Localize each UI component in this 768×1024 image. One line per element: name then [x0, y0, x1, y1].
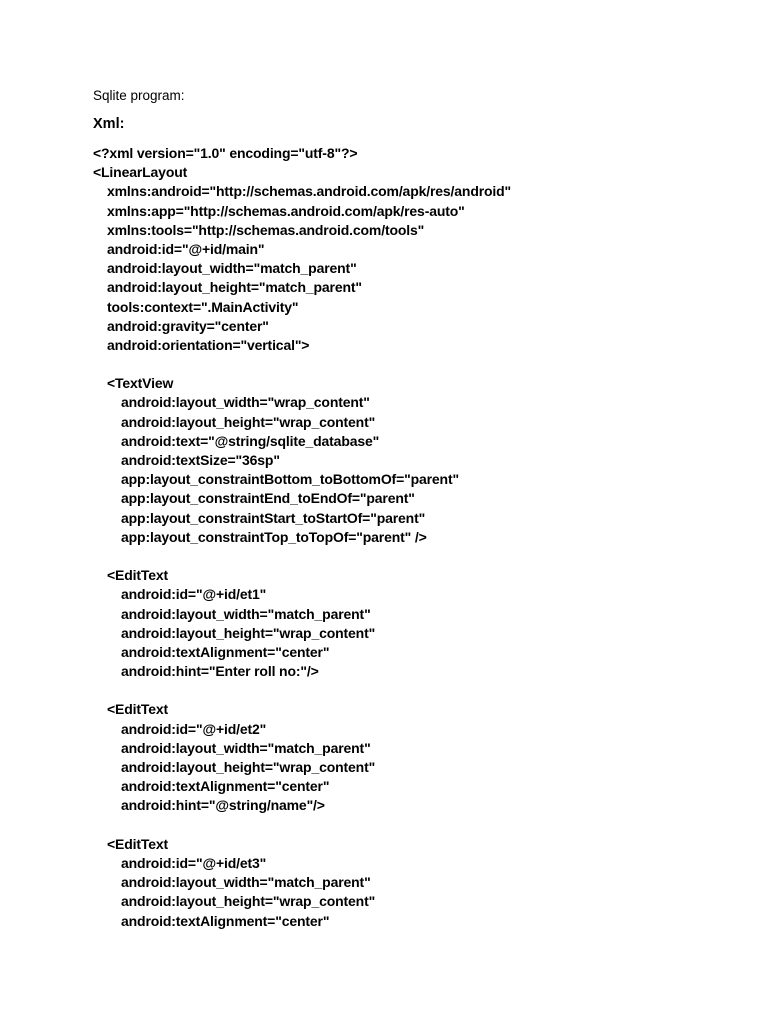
code-line: android:layout_width="match_parent": [107, 260, 357, 277]
code-line: xmlns:app="http://schemas.android.com/apk/res-auto": [107, 202, 465, 219]
code-line: android:id="@+id/et2": [121, 720, 267, 737]
code-line: app:layout_constraintStart_toStartOf="parent": [121, 509, 426, 526]
intro-text: Sqlite program:: [93, 88, 185, 103]
code-line: android:layout_height="wrap_content": [121, 624, 376, 641]
blank-line: [93, 547, 511, 566]
code-line: android:layout_width="match_parent": [121, 874, 371, 891]
code-line: <LinearLayout: [93, 164, 188, 181]
code-line: android:gravity="center": [107, 317, 269, 334]
code-line: android:hint="@string/name"/>: [121, 797, 325, 814]
code-line: <EditText: [107, 701, 169, 718]
code-line: android:id="@+id/et1": [121, 586, 267, 603]
code-line: android:hint="Enter roll no:"/>: [121, 663, 319, 680]
code-line: app:layout_constraintTop_toTopOf="parent" />: [121, 528, 427, 545]
code-line: xmlns:tools="http://schemas.android.com/tools": [107, 221, 425, 238]
code-line: android:id="@+id/main": [107, 240, 265, 257]
code-line: <EditText: [107, 835, 169, 852]
code-line: android:orientation="vertical">: [107, 336, 310, 353]
code-line: android:id="@+id/et3": [121, 854, 267, 871]
code-line: app:layout_constraintBottom_toBottomOf="parent": [121, 471, 459, 488]
code-line: <TextView: [107, 375, 174, 392]
code-line: android:layout_height="wrap_content": [121, 893, 376, 910]
code-line: android:textAlignment="center": [121, 778, 330, 795]
code-line: android:layout_width="wrap_content": [121, 394, 370, 411]
code-line: android:layout_height="wrap_content": [121, 759, 376, 775]
code-block: [93, 144, 511, 931]
code-line: app:layout_constraintEnd_toEndOf="parent": [121, 490, 415, 507]
code-line: <EditText: [107, 567, 169, 584]
code-line: android:layout_height="wrap_content": [121, 413, 376, 430]
code-line: <?xml version="1.0" encoding="utf-8"?>: [93, 145, 358, 161]
section-heading: Xml:: [93, 116, 125, 132]
code-line: android:textSize="36sp": [121, 452, 280, 468]
code-line: android:layout_height="match_parent": [107, 279, 362, 296]
code-line: xmlns:android="http://schemas.android.com/apk/res/android": [107, 183, 512, 200]
blank-line: [93, 816, 511, 835]
blank-line: [93, 681, 511, 700]
code-line: android:textAlignment="center": [121, 912, 330, 929]
code-line: android:layout_width="match_parent": [121, 605, 371, 622]
blank-line: [93, 355, 511, 374]
code-line: android:layout_width="match_parent": [121, 739, 371, 756]
code-line: android:textAlignment="center": [121, 643, 330, 660]
code-line: android:text="@string/sqlite_database": [121, 432, 380, 449]
code-line: tools:context=".MainActivity": [107, 298, 299, 315]
